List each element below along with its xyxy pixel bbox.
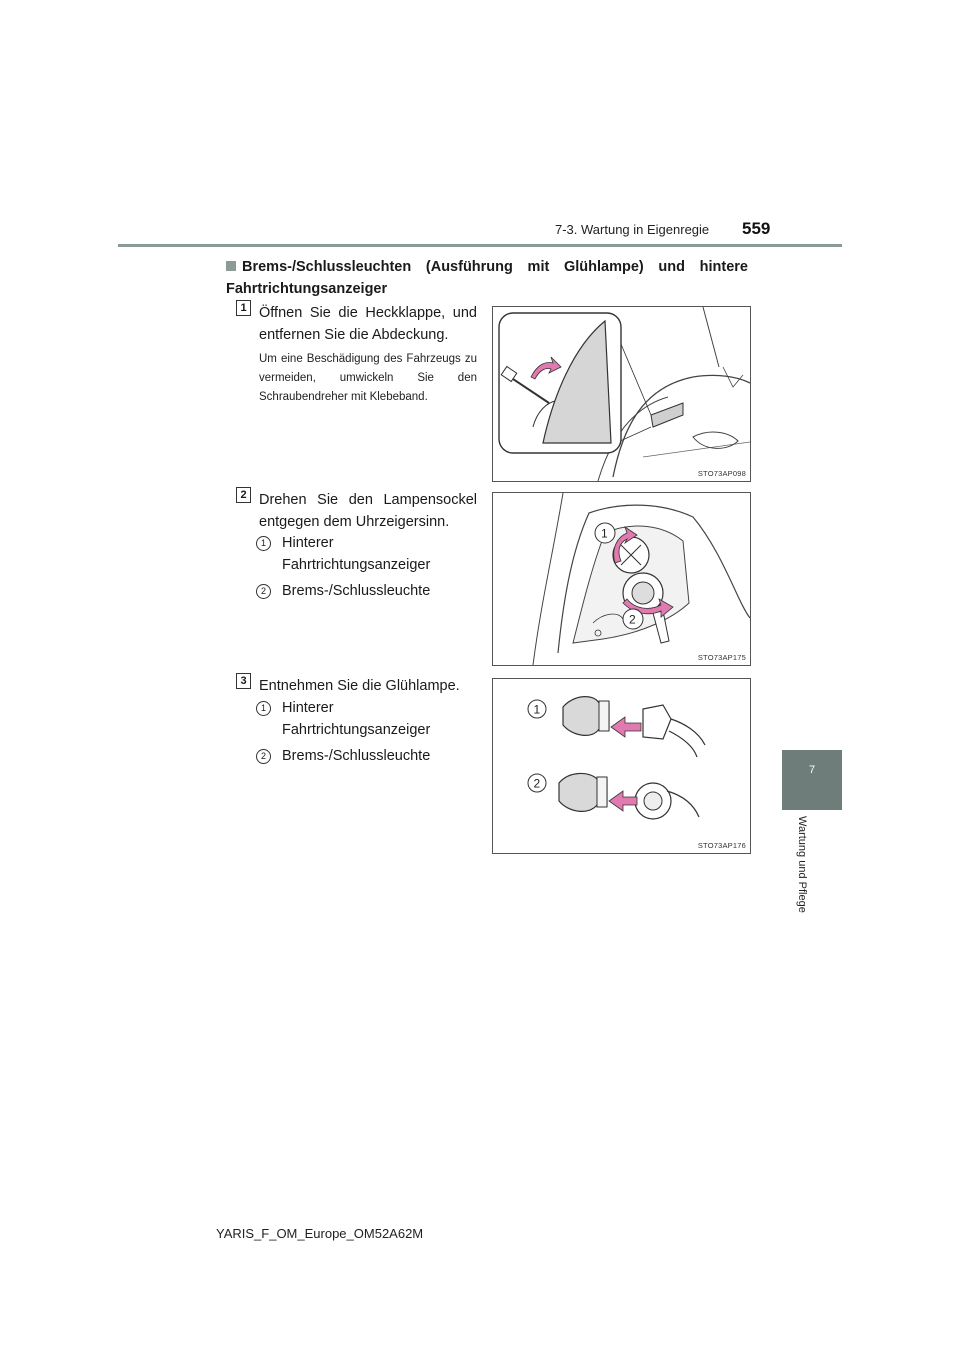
chapter-number: 7 — [808, 764, 816, 776]
item-number: 2 — [256, 584, 271, 599]
svg-text:1: 1 — [533, 702, 541, 717]
header-divider — [118, 244, 842, 247]
square-bullet-icon — [226, 261, 236, 271]
item-label: Brems-/Schlussleuchte — [282, 748, 431, 764]
page-number: 559 — [742, 219, 771, 238]
pull-arrow-icon — [611, 717, 641, 737]
section-heading: Brems-/Schlussleuchten (Ausführung mit Glühlampe) und hintere Fahrtrichtungsanzeiger — [226, 259, 748, 297]
chapter-tab[interactable] — [782, 750, 842, 810]
svg-text:1: 1 — [601, 526, 608, 541]
svg-text:2: 2 — [533, 776, 541, 791]
tailgate-cover-illustration — [493, 307, 750, 481]
step-1-text: Öffnen Sie die Heckklappe, und entfernen Sie die Abdeckung. — [259, 305, 477, 343]
step-number-3: 3 — [236, 673, 251, 689]
figure-step-3 — [492, 678, 751, 854]
step-2-text: Drehen Sie den Lampensockel entgegen dem Uhrzeigersinn. — [259, 492, 477, 530]
step-1-note: Um eine Beschädigung des Fahrzeugs zu vermeiden, umwickeln Sie den Schraubendreher mit Klebeband. — [259, 353, 477, 403]
figure-step-1 — [492, 306, 751, 482]
pull-arrow-icon — [609, 791, 637, 811]
item-number: 1 — [256, 536, 271, 551]
item-number: 1 — [256, 701, 271, 716]
section-label: 7-3. Wartung in Eigenregie — [555, 222, 710, 237]
figure-step-2 — [492, 492, 751, 666]
item-label: Hinterer Fahrtrichtungsanzeiger — [282, 700, 431, 738]
chapter-label: Wartung und Pflege — [796, 816, 808, 913]
document-code: YARIS_F_OM_Europe_OM52A62M — [216, 1226, 424, 1241]
step-3-text: Entnehmen Sie die Glühlampe. — [259, 678, 460, 694]
figure-code: STO73AP176 — [697, 841, 746, 850]
svg-text:2: 2 — [629, 612, 636, 627]
lamp-socket-illustration — [493, 493, 750, 665]
figure-code: STO73AP175 — [697, 653, 746, 662]
figure-code: STO73AP098 — [697, 469, 746, 478]
item-number: 2 — [256, 749, 271, 764]
item-label: Brems-/Schlussleuchte — [282, 583, 431, 599]
step-number-1: 1 — [236, 300, 251, 316]
step-number-2: 2 — [236, 487, 251, 503]
bulb-removal-illustration — [493, 679, 750, 853]
item-label: Hinterer Fahrtrichtungsanzeiger — [282, 535, 431, 573]
